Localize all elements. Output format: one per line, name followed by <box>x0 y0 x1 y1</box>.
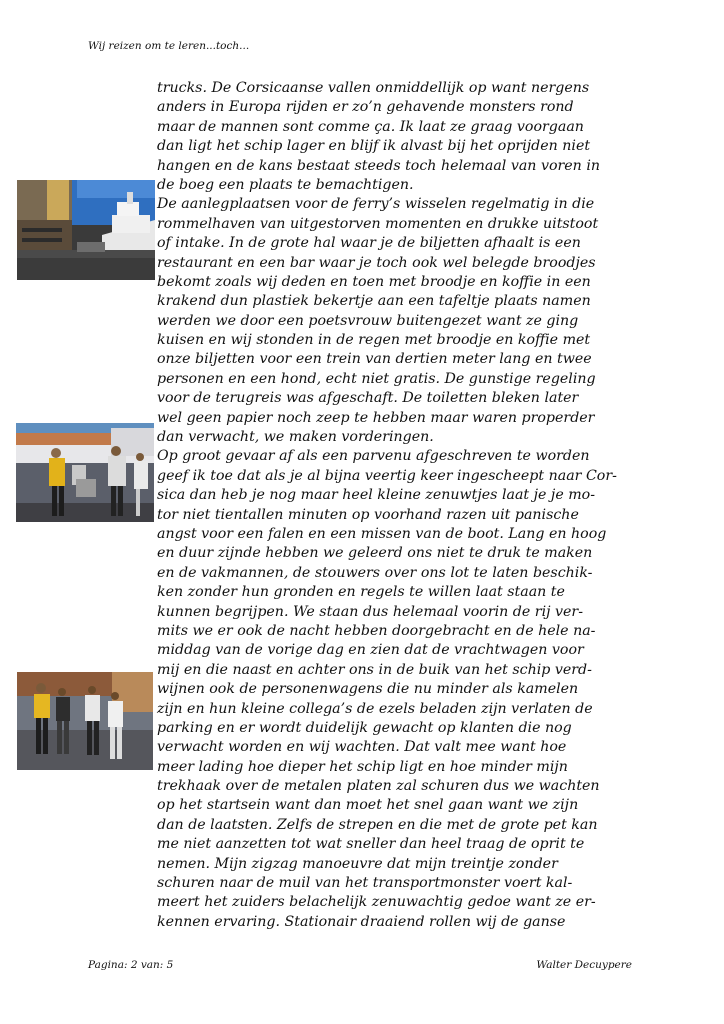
text-line: anders in Europa rijden er zo’n gehavende monsters rond <box>157 99 574 116</box>
ferry-photo <box>17 180 155 280</box>
text-line: zijn en hun kleine collega’s de ezels beladen zijn verlaten de <box>157 700 593 717</box>
author-name: Walter Decuypere <box>536 959 632 971</box>
body-text <box>157 79 637 932</box>
text-line: schuren naar de muil van het transportmonster voert kal- <box>157 875 573 892</box>
text-line: rommelhaven van uitgestorven momenten en drukke uitstoot <box>157 215 599 232</box>
text-line: bekomt zoals wij deden en toen met broodje en koffie in een <box>157 273 591 290</box>
text-line: nemen. Mijn zigzag manoeuvre dat mijn treintje zonder <box>157 855 558 872</box>
text-line: wijnen ook de personenwagens die nu minder als kamelen <box>157 681 579 698</box>
text-line: meer lading hoe dieper het schip ligt en hoe minder mijn <box>157 758 568 775</box>
text-line: krakend dun plastiek bekertje aan een tafeltje plaats namen <box>157 293 591 310</box>
text-line: kennen ervaring. Stationair draaiend rollen wij de ganse <box>157 913 566 930</box>
text-line: angst voor een falen en een missen van de boot. Lang en hoog <box>157 525 607 542</box>
text-line: wel geen papier noch zeep te hebben maar waren properder <box>157 409 595 426</box>
page-number: Pagina: 2 van: 5 <box>88 959 174 971</box>
text-line: werden we door een poetsvrouw buitengezet want ze ging <box>157 312 579 329</box>
text-line: tor niet tientallen minuten op voorhand razen uit panische <box>157 506 579 523</box>
text-line: onze biljetten voor een trein van dertien meter lang en twee <box>157 351 592 368</box>
text-line: mits we er ook de nacht hebben doorgebracht en de hele na- <box>157 622 596 639</box>
text-line: de boeg een plaats te bemachtigen. <box>157 176 414 193</box>
text-line: personen en een hond, echt niet gratis. De gunstige regeling <box>157 370 596 387</box>
harbour-men-photo <box>16 423 154 522</box>
text-line: restaurant en een bar waar je toch ook wel belegde broodjes <box>157 254 596 271</box>
text-line: of intake. In de grote hal waar je de biljetten afhaalt is een <box>157 235 581 252</box>
page-header: Wij reizen om te leren...toch... <box>88 40 250 52</box>
text-line: maar de mannen sont comme ça. Ik laat ze graag voorgaan <box>157 118 584 135</box>
text-line: me niet aanzetten tot wat sneller dan heel traag de oprit te <box>157 836 585 853</box>
text-line: ken zonder hun gronden en regels te willen laat staan te <box>157 584 565 601</box>
text-line: Op groot gevaar af als een parvenu afgeschreven te worden <box>157 448 590 465</box>
text-line: De aanlegplaatsen voor de ferry’s wisselen regelmatig in die <box>157 196 595 213</box>
group-photo <box>17 672 153 770</box>
text-line: kuisen en wij stonden in de regen met broodje en koffie met <box>157 332 591 349</box>
text-line: verwacht worden en wij wachten. Dat valt mee want hoe <box>157 739 567 756</box>
text-line: op het startsein want dan moet het snel gaan want we zijn <box>157 797 579 814</box>
text-line: dan de laatsten. Zelfs de strepen en die met de grote pet kan <box>157 816 598 833</box>
text-line: en duur zijnde hebben we geleerd ons niet te druk te maken <box>157 545 593 562</box>
text-line: parking en er wordt duidelijk gewacht op klanten die nog <box>157 719 572 736</box>
text-line: meert het zuiders belachelijk zenuwachtig gedoe want ze er- <box>157 894 596 911</box>
text-line: dan ligt het schip lager en blijf ik alvast bij het oprijden niet <box>157 138 591 155</box>
text-line: middag van de vorige dag en zien dat de vrachtwagen voor <box>157 642 584 659</box>
text-line: sica dan heb je nog maar heel kleine zenuwtjes laat je je mo- <box>157 487 596 504</box>
text-line: mij en die naast en achter ons in de buik van het schip verd- <box>157 661 592 678</box>
text-line: voor de terugreis was afgeschaft. De toiletten bleken later <box>157 390 579 407</box>
text-line: hangen en de kans bestaat steeds toch helemaal van voren in <box>157 157 601 174</box>
text-line: trekhaak over de metalen platen zal schuren dus we wachten <box>157 778 600 795</box>
text-line: dan verwacht, we maken vorderingen. <box>157 429 434 446</box>
text-line: kunnen begrijpen. We staan dus helemaal voorin de rij ver- <box>157 603 584 620</box>
text-line: trucks. De Corsicaanse vallen onmiddellijk op want nergens <box>157 80 590 96</box>
text-line: en de vakmannen, de stouwers over ons lot te laten beschik- <box>157 564 593 581</box>
text-line: geef ik toe dat als je al bijna veertig keer ingescheept naar Cor- <box>157 467 617 484</box>
